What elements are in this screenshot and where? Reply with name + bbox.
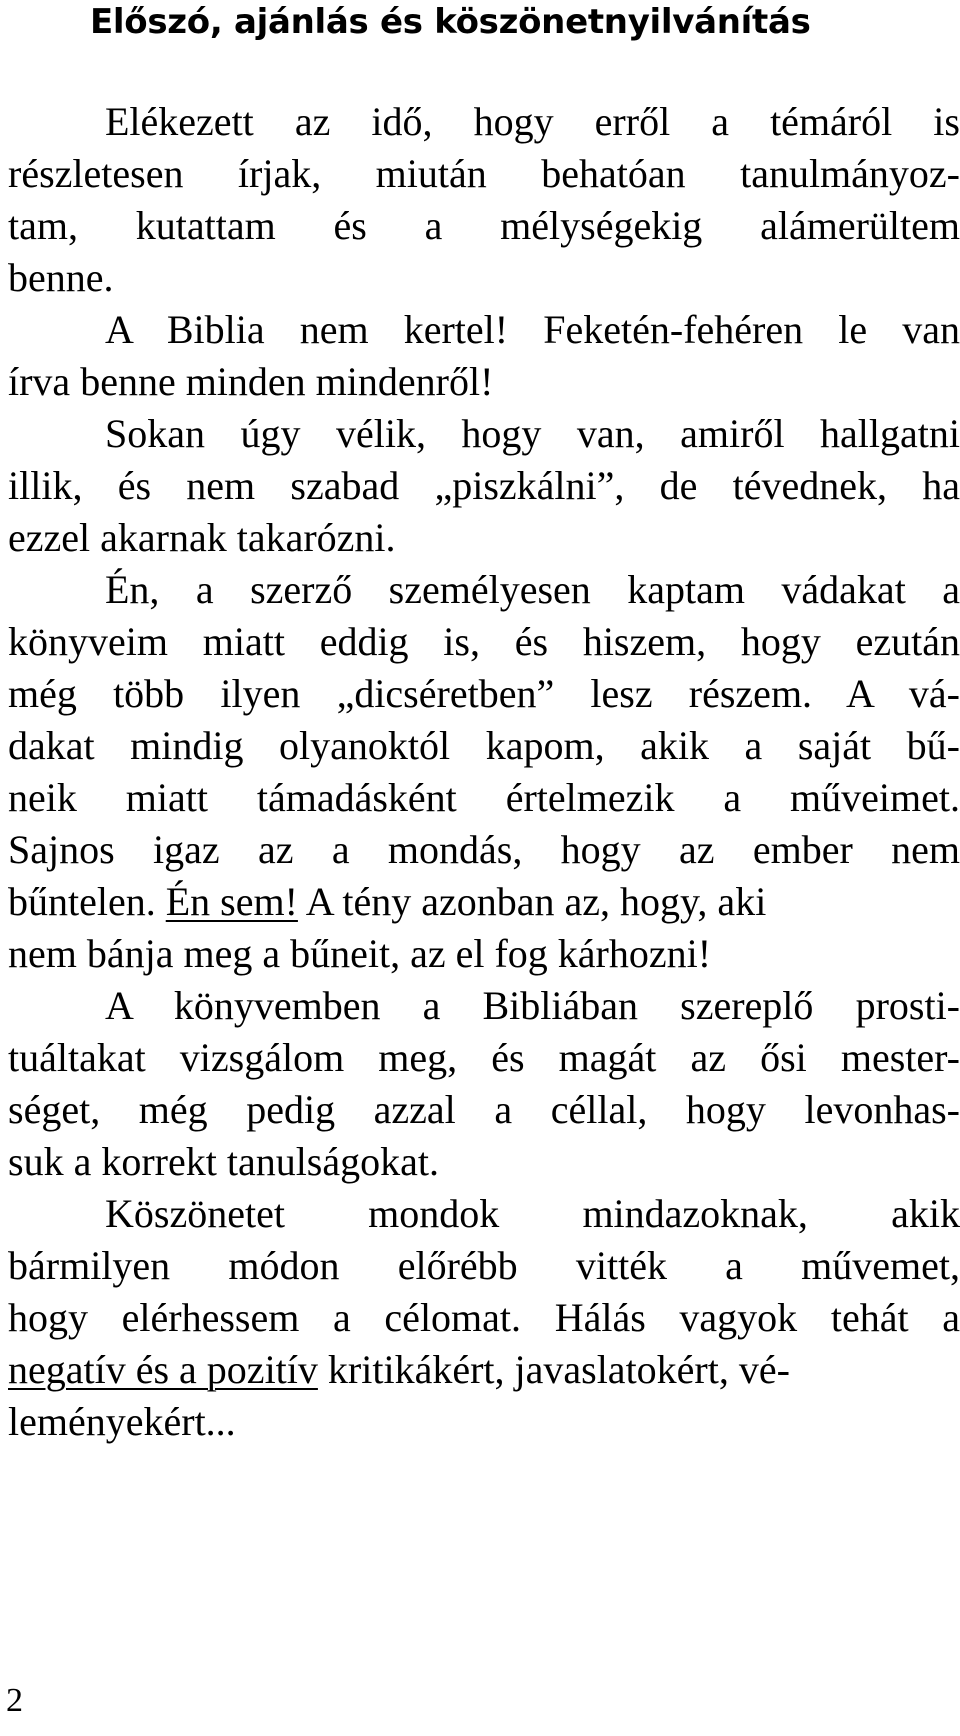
text-line: neik miatt támadásként értelmezik a műveimet. (8, 775, 960, 820)
text-line: könyveim miatt eddig is, és hiszem, hogy ezután (8, 619, 960, 664)
text-span: kritikákért, javaslatokért, vé- (317, 1347, 790, 1392)
text-line: Köszönetet mondok mindazoknak, akik (105, 1191, 960, 1236)
underlined-text: negatív és a pozitív (8, 1347, 318, 1392)
text-line: nem bánja meg a bűneit, az el fog kárhozni! (8, 931, 712, 976)
text-line: suk a korrekt tanulságokat. (8, 1139, 439, 1184)
text-line: dakat mindig olyanoktól kapom, akik a saját bű- (8, 723, 960, 768)
text-line-mixed (8, 1346, 960, 1394)
text-line-mixed (8, 878, 960, 926)
text-line: részletesen írjak, miután behatóan tanulmányoz- (8, 151, 960, 196)
text-line: Én, a szerző személyesen kaptam vádakat a (105, 567, 960, 612)
text-line: Sajnos igaz az a mondás, hogy az ember nem (8, 827, 960, 872)
page-number: 2 (6, 1682, 23, 1719)
text-line: Sokan úgy vélik, hogy van, amiről hallgatni (105, 411, 960, 456)
text-line: A Biblia nem kertel! Feketén-fehéren le van (105, 307, 960, 352)
text-line: leményekért... (8, 1399, 236, 1444)
text-line: még több ilyen „dicséretben” lesz részem. A vá- (8, 671, 960, 716)
text-line: tuáltakat vizsgálom meg, és magát az ősi mester- (8, 1035, 960, 1080)
text-line: hogy elérhessem a célomat. Hálás vagyok tehát a (8, 1295, 960, 1340)
text-line: tam, kutattam és a mélységekig alámerültem (8, 203, 960, 248)
chapter-heading: Előszó, ajánlás és köszönetnyilvánítás (90, 2, 811, 42)
text-line: séget, még pedig azzal a céllal, hogy levonhas- (8, 1087, 960, 1132)
text-line: A könyvemben a Bibliában szereplő prosti- (105, 983, 960, 1028)
text-line: illik, és nem szabad „piszkálni”, de tévednek, ha (8, 463, 960, 508)
text-span: bűntelen. (8, 879, 166, 924)
underlined-text: Én sem! (165, 879, 298, 924)
text-line: írva benne minden mindenről! (8, 359, 494, 404)
text-span: A tény azonban az, hogy, aki (297, 879, 767, 924)
text-line: bármilyen módon előrébb vitték a művemet, (8, 1243, 960, 1288)
text-line: Elékezett az idő, hogy erről a témáról is (105, 99, 960, 144)
text-line: ezzel akarnak takarózni. (8, 515, 396, 560)
text-line: benne. (8, 255, 114, 300)
